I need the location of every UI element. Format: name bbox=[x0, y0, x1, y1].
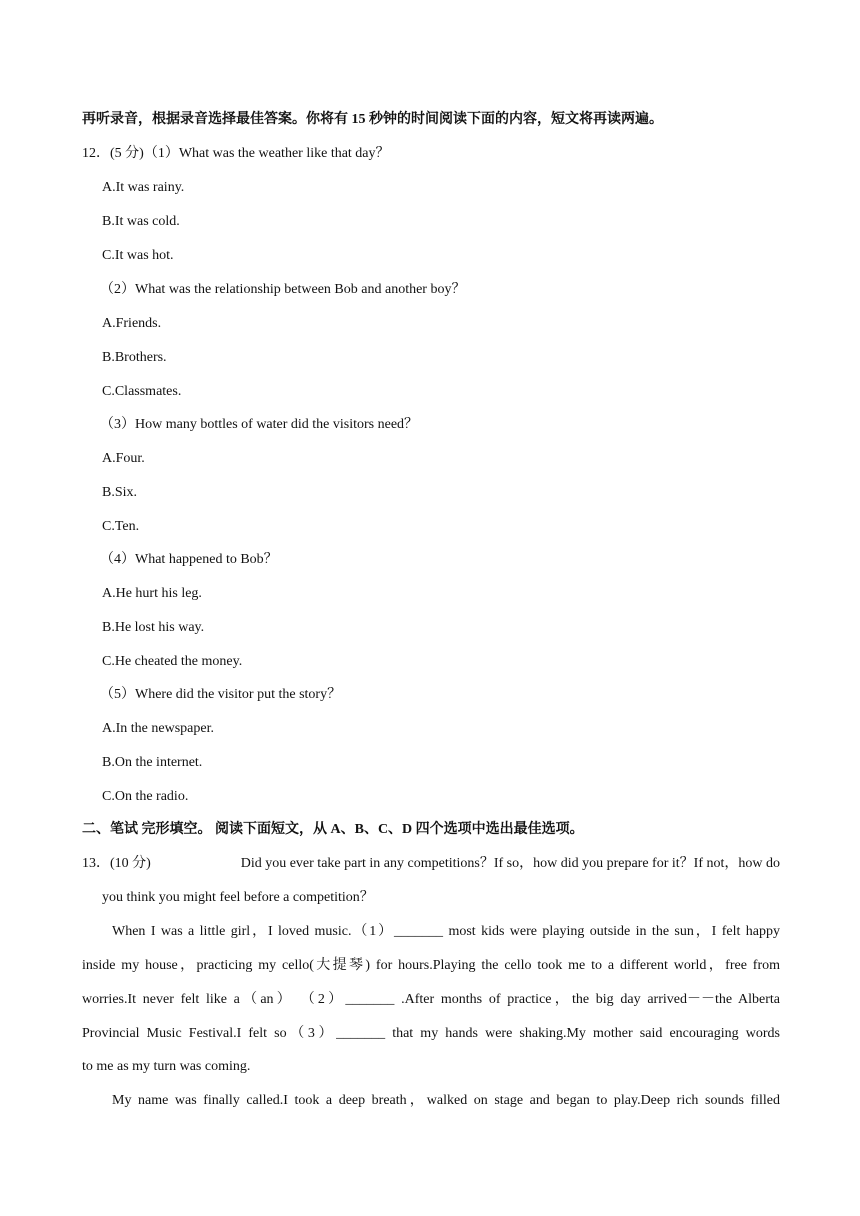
option-text: A.Four. bbox=[102, 451, 145, 466]
option-text: C.On the radio. bbox=[102, 789, 189, 804]
question-13-intro-line2: you think you might feel before a competition？ bbox=[102, 890, 374, 905]
passage-line: worries.It never felt like a（an） （2）_______ .After months of practice，the big day arrived－－the Alberta bbox=[82, 992, 780, 1007]
question-number: 13．(10 分) bbox=[82, 856, 151, 871]
intro-text: Did you ever take part in any competitions？If so，how did you prepare for it？If not，how do bbox=[240, 856, 780, 871]
passage-line: Provincial Music Festival.I felt so（3）_______ that my hands were shaking.My mother said encouraging words bbox=[82, 1026, 780, 1041]
option-text: B.Brothers. bbox=[102, 350, 167, 365]
passage-line: to me as my turn was coming. bbox=[82, 1059, 251, 1074]
sub-question-text: （4）What happened to Bob？ bbox=[100, 552, 278, 567]
option-text: C.It was hot. bbox=[102, 248, 174, 263]
question-number: 12．(5 分) bbox=[82, 146, 144, 161]
option-text: B.He lost his way. bbox=[102, 620, 205, 635]
option-text: C.Classmates. bbox=[102, 384, 182, 399]
passage-line: My name was finally called.I took a deep breath，walked on stage and began to play.Deep rich sounds filled bbox=[112, 1093, 780, 1108]
passage-line: When I was a little girl，I loved music.（1）_______ most kids were playing outside in the sun，I felt happy bbox=[112, 924, 780, 939]
option-text: B.Six. bbox=[102, 485, 138, 500]
option-text: C.He cheated the money. bbox=[102, 654, 243, 669]
sub-question-text: （3）How many bottles of water did the visitors need？ bbox=[100, 417, 419, 432]
option-text: C.Ten. bbox=[102, 519, 140, 534]
option-text: A.Friends. bbox=[102, 316, 162, 331]
section2-heading: 二、笔试 完形填空。 阅读下面短文，从 A、B、C、D 四个选项中选出最佳选项。 bbox=[82, 822, 584, 837]
question-13-intro-line1 bbox=[82, 854, 780, 874]
option-text: B.On the internet. bbox=[102, 755, 203, 770]
option-text: A.In the newspaper. bbox=[102, 721, 214, 736]
passage-line: inside my house，practicing my cello(大提琴) for hours.Playing the cello took me to a different world，free from bbox=[82, 958, 780, 973]
instruction-section1: 再听录音，根据录音选择最佳答案。你将有 15 秒钟的时间阅读下面的内容，短文将再读两遍。 bbox=[82, 112, 663, 127]
question-12-header bbox=[82, 144, 390, 164]
sub-question-text: （1）What was the weather like that day？ bbox=[143, 146, 390, 161]
option-text: A.It was rainy. bbox=[102, 180, 185, 195]
option-text: B.It was cold. bbox=[102, 214, 180, 229]
option-text: A.He hurt his leg. bbox=[102, 586, 202, 601]
sub-question-text: （5）Where did the visitor put the story？ bbox=[100, 687, 342, 702]
sub-question-text: （2）What was the relationship between Bob and another boy？ bbox=[100, 282, 466, 297]
